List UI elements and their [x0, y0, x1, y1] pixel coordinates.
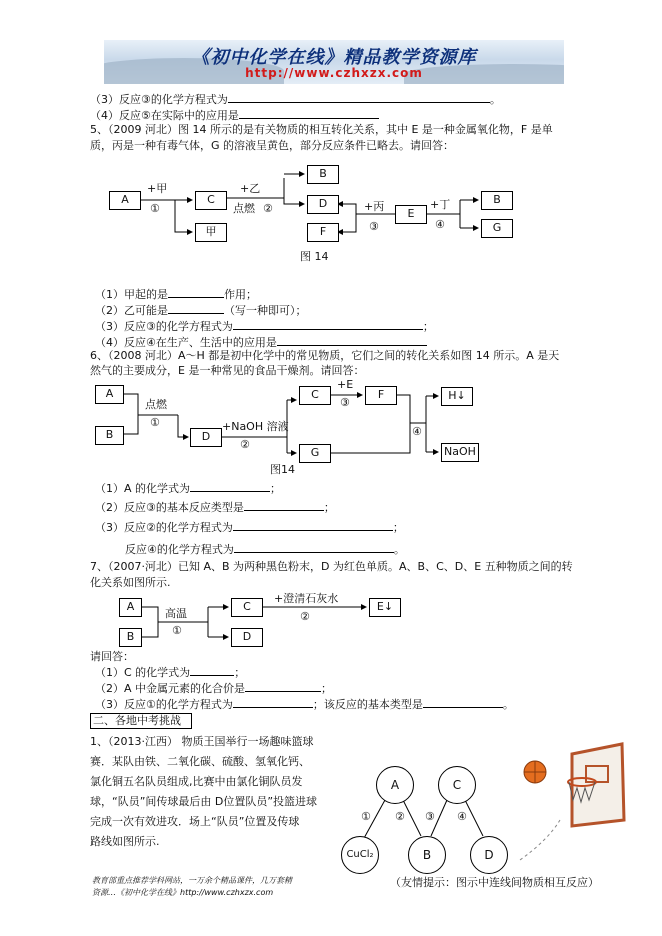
node-d: D	[307, 195, 339, 214]
label-3: ③	[369, 220, 379, 233]
player-cucl2: CuCl₂	[341, 836, 379, 874]
label-1: ①	[150, 202, 160, 215]
label-plus-e: +E	[337, 378, 354, 391]
p5-q1: （1）甲起的是 作用；	[95, 288, 257, 301]
figure-caption: 图14	[270, 463, 295, 476]
label-2: ②	[240, 438, 250, 451]
label-1: ①	[150, 416, 160, 429]
p6-q1: （1）A 的化学式为 ；	[95, 482, 282, 495]
footer-line2: 资源…《初中化学在线》http://www.czhxzx.com	[92, 888, 274, 897]
node-h: H↓	[441, 387, 473, 406]
p8-line3: 氯化铜五名队员组成,比赛中由氯化铜队员发	[90, 775, 303, 788]
node-g: G	[299, 444, 331, 463]
p8-line5: 完成一次有效进攻．场上“队员”位置及传球	[90, 815, 300, 828]
node-a: A	[95, 385, 124, 404]
node-a: A	[109, 191, 141, 210]
pass-2: ②	[395, 810, 405, 823]
label-1: ①	[172, 624, 182, 637]
node-a: A	[119, 598, 142, 617]
label-plus-bing: +丙	[364, 200, 385, 213]
node-jia: 甲	[195, 223, 227, 242]
player-c: C	[438, 766, 476, 804]
banner-url: http://www.czhxzx.com	[245, 66, 423, 80]
node-g: G	[481, 219, 513, 238]
figure-caption: 图 14	[300, 250, 329, 263]
pass-3: ③	[425, 810, 435, 823]
player-d: D	[470, 836, 508, 874]
hint-text: （友情提示：图示中连线间物质相互反应）	[390, 876, 599, 889]
label-plus-yi: +乙	[240, 182, 261, 195]
node-d: D	[190, 428, 222, 447]
node-e: E↓	[369, 598, 401, 617]
p6-intro1: 6、（2008 河北）A～H 都是初中化学中的常见物质，它们之间的转化关系如图 14 所示。A 是天	[90, 349, 560, 362]
top-q4: （4）反应⑤在实际中的应用是	[90, 107, 379, 123]
label-plus-ding: +丁	[430, 198, 451, 211]
node-d: D	[231, 628, 263, 647]
label-2: ②	[263, 202, 273, 215]
node-b: B	[95, 426, 124, 445]
p5-q2: （2）乙可能是 （写一种即可）；	[95, 304, 307, 317]
player-a: A	[376, 766, 414, 804]
p7-intro2: 化关系如图所示.	[90, 576, 171, 589]
p6-q4: 反应④的化学方程式为 。	[125, 543, 405, 556]
label-4: ④	[435, 218, 445, 231]
node-c: C	[299, 386, 331, 405]
node-naoh: NaOH	[441, 443, 479, 462]
label-gaowen: 高温	[165, 607, 187, 620]
p6-intro2: 然气的主要成分，E 是一种常见的食品干燥剂。请回答：	[90, 364, 365, 377]
label-4: ④	[412, 425, 422, 438]
label-dianran: 点燃	[233, 202, 255, 215]
label-dianran: 点燃	[145, 398, 167, 411]
node-f: F	[365, 386, 397, 405]
label-2: ②	[300, 610, 310, 623]
p7-q2: （2）A 中金属元素的化合价是 ；	[95, 682, 333, 695]
p5-intro1: 5、（2009 河北）图 14 所示的是有关物质的相互转化关系，其中 E 是一种金属氧化物，F 是单	[90, 123, 553, 136]
node-b2: B	[481, 191, 513, 210]
p7-intro1: 7、（2007·河北）已知 A、B 为两种黑色粉末，D 为红色单质。A、B、C、D、E 五种物质之间的转	[90, 560, 573, 573]
p7-answer: 请回答：	[90, 650, 134, 663]
p8-line4: 球，“队员”间传球最后由 D位置队员”投篮进球	[90, 795, 318, 808]
p8-line1: 1、（2013·江西） 物质王国举行一场趣味篮球	[90, 735, 314, 748]
p5-q4: （4）反应④在生产、生活中的应用是	[95, 334, 427, 350]
banner-title: 《初中化学在线》精品教学资源库	[191, 47, 477, 68]
top-q3: （3）反应③的化学方程式为 。	[90, 93, 501, 106]
node-c: C	[231, 598, 263, 617]
section-heading: 二、各地中考挑战	[90, 713, 192, 729]
node-e: E	[395, 205, 427, 224]
node-b: B	[307, 165, 339, 184]
p7-q1: （1）C 的化学式为 ；	[95, 666, 246, 679]
label-limewater: +澄清石灰水	[274, 592, 339, 605]
p6-q2: （2）反应③的基本反应类型是 ；	[95, 501, 335, 514]
node-c: C	[195, 191, 227, 210]
label-plus-jia: +甲	[147, 182, 168, 195]
p7-q3: （3）反应①的化学方程式为 ；该反应的基本类型是 。	[95, 698, 514, 711]
p5-intro2: 质，丙是一种有毒气体，G 的溶液呈黄色，部分反应条件已略去。请回答：	[90, 139, 455, 152]
footer-line1: 教育部重点推荐学科网站，一万余个精品课件，几万套精	[92, 876, 292, 885]
p6-q3: （3）反应②的化学方程式为 ；	[95, 521, 404, 534]
pass-1: ①	[361, 810, 371, 823]
label-3: ③	[340, 396, 350, 409]
node-f: F	[307, 223, 339, 242]
player-b: B	[408, 836, 446, 874]
pass-4: ④	[457, 810, 467, 823]
p5-q3: （3）反应③的化学方程式为 ；	[95, 320, 434, 333]
p8-line6: 路线如图所示.	[90, 835, 160, 848]
p8-line2: 赛．某队由铁、二氧化碳、硫酸、氢氧化钙、	[90, 755, 310, 768]
label-naoh-solution: +NaOH 溶液	[222, 420, 289, 433]
node-b: B	[119, 628, 142, 647]
